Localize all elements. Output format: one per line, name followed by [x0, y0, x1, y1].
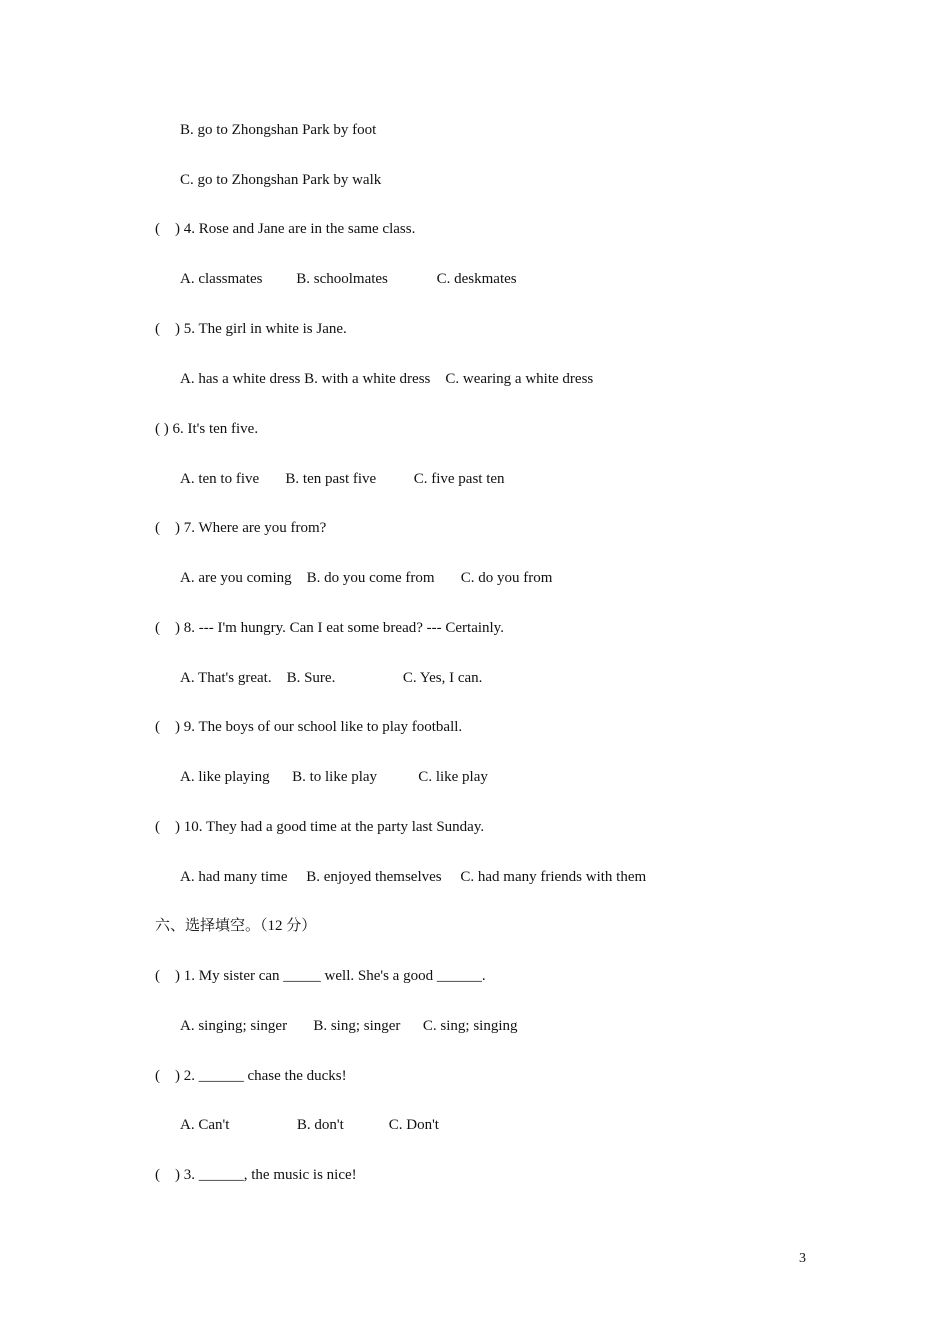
options-q5: A. has a white dress B. with a white dress C. wearing a white dress: [180, 371, 594, 387]
question-10: ( ) 10. They had a good time at the party last Sunday.: [155, 819, 485, 835]
options-q9: A. like playing B. to like play C. like play: [180, 769, 488, 785]
question-8: ( ) 8. --- I'm hungry. Can I eat some bread? --- Certainly.: [155, 620, 504, 636]
question-4: ( ) 4. Rose and Jane are in the same class.: [155, 221, 416, 237]
page-number: 3: [799, 1251, 806, 1266]
section6-options-q1: A. singing; singer B. sing; singer C. sing; singing: [180, 1018, 518, 1034]
section6-question-2: ( ) 2. ______ chase the ducks!: [155, 1068, 347, 1084]
options-q6: A. ten to five B. ten past five C. five past ten: [180, 471, 505, 487]
question-9: ( ) 9. The boys of our school like to play football.: [155, 719, 463, 735]
options-q7: A. are you coming B. do you come from C. do you from: [180, 570, 553, 586]
question-5: ( ) 5. The girl in white is Jane.: [155, 321, 347, 337]
options-q4: A. classmates B. schoolmates C. deskmates: [180, 271, 517, 287]
section6-options-q2: A. Can't B. don't C. Don't: [180, 1117, 439, 1133]
section6-question-1: ( ) 1. My sister can _____ well. She's a good ______.: [155, 968, 486, 984]
options-q10: A. had many time B. enjoyed themselves C. had many friends with them: [180, 869, 647, 885]
section-heading-6: 六、选择填空。（12 分）: [155, 918, 317, 934]
question-6: ( ) 6. It's ten five.: [155, 421, 259, 437]
option-line-c-q3: C. go to Zhongshan Park by walk: [180, 172, 382, 188]
section6-question-3: ( ) 3. ______, the music is nice!: [155, 1167, 357, 1183]
question-7: ( ) 7. Where are you from?: [155, 520, 327, 536]
option-line-b-q3: B. go to Zhongshan Park by foot: [180, 122, 377, 138]
options-q8: A. That's great. B. Sure. C. Yes, I can.: [180, 670, 483, 686]
